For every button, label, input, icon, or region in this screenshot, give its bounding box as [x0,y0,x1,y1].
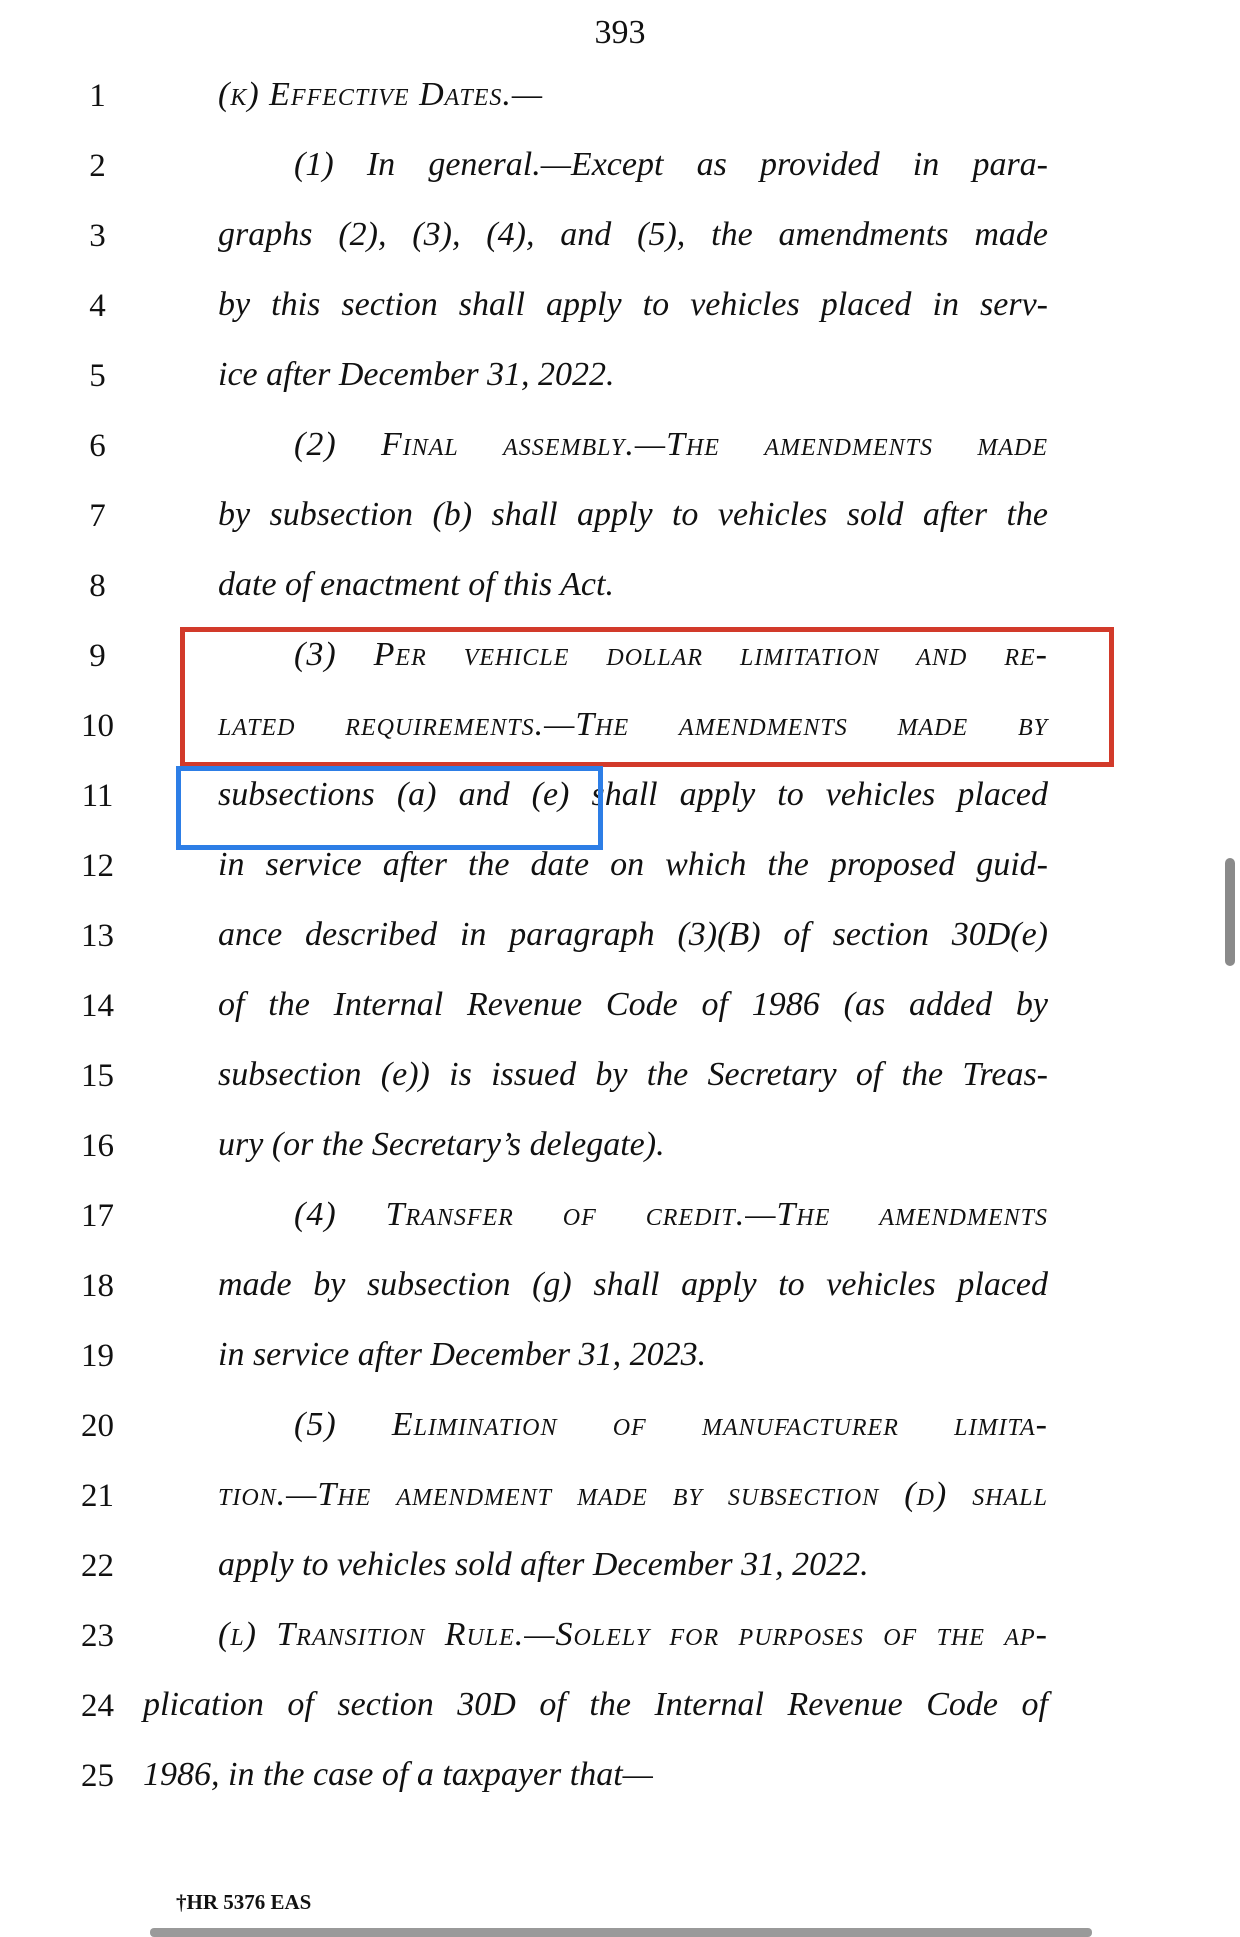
line-number: 13 [81,918,114,954]
line-number: 14 [81,988,114,1024]
line-text: in service after the date on which the proposed guid- [218,846,1048,883]
line-text: apply to vehicles sold after December 31, 2022. [218,1546,869,1583]
line-text: lated requirements.—The amendments made by [218,706,1048,743]
line-1 [0,70,1240,130]
line-number: 7 [89,498,106,534]
line-8 [0,560,1240,620]
line-24 [0,1680,1240,1740]
line-number: 1 [89,78,106,114]
line-25 [0,1750,1240,1810]
line-4 [0,280,1240,340]
line-13 [0,910,1240,970]
line-text: (l) Transition Rule.—Solely for purposes of the ap- [218,1616,1048,1653]
line-text: subsections (a) and (e) shall apply to vehicles placed [218,776,1048,813]
scrollbar-thumb[interactable] [1225,858,1235,966]
line-number: 20 [81,1408,114,1444]
line-number: 6 [89,428,106,464]
line-text: subsection (e)) is issued by the Secretary of the Treas- [218,1056,1048,1093]
line-text: (4) Transfer of credit.—The amendments [294,1196,1048,1233]
line-21 [0,1470,1240,1530]
line-number: 8 [89,568,106,604]
line-number: 25 [81,1758,114,1794]
line-text: (1) In general.—Except as provided in para- [294,146,1048,183]
line-number: 22 [81,1548,114,1584]
line-22 [0,1540,1240,1600]
line-20 [0,1400,1240,1460]
line-19 [0,1330,1240,1390]
line-number: 3 [89,218,106,254]
line-text: graphs (2), (3), (4), and (5), the amendments made [218,216,1048,253]
line-number: 18 [81,1268,114,1304]
line-15 [0,1050,1240,1110]
line-number: 9 [89,638,106,674]
line-text: (2) Final assembly.—The amendments made [294,426,1048,463]
line-text: ury (or the Secretary’s delegate). [218,1126,665,1163]
line-7 [0,490,1240,550]
line-text: (3) Per vehicle dollar limitation and re- [294,636,1048,673]
line-number: 5 [89,358,106,394]
line-number: 23 [81,1618,114,1654]
line-text: made by subsection (g) shall apply to vehicles placed [218,1266,1048,1303]
red-highlight-box [180,627,1114,767]
line-text: ice after December 31, 2022. [218,356,615,393]
line-text: by this section shall apply to vehicles placed in serv- [218,286,1048,323]
line-number: 15 [81,1058,114,1094]
line-number: 21 [81,1478,114,1514]
line-number: 24 [81,1688,114,1724]
line-number: 4 [89,288,106,324]
line-text: in service after December 31, 2023. [218,1336,707,1373]
line-6 [0,420,1240,480]
line-number: 17 [81,1198,114,1234]
line-5 [0,350,1240,410]
line-number: 10 [81,708,114,744]
line-14 [0,980,1240,1040]
document-footer: †HR 5376 EAS [176,1890,312,1914]
line-text: by subsection (b) shall apply to vehicles sold after the [218,496,1048,533]
line-text: ance described in paragraph (3)(B) of section 30D(e) [218,916,1048,953]
line-text: (k) Effective Dates.— [218,76,544,113]
line-text: (5) Elimination of manufacturer limita- [294,1406,1048,1443]
line-number: 12 [81,848,114,884]
line-number: 16 [81,1128,114,1164]
line-text: plication of section 30D of the Internal Revenue Code of [143,1686,1048,1723]
line-23 [0,1610,1240,1670]
line-3 [0,210,1240,270]
line-16 [0,1120,1240,1180]
line-number: 11 [81,778,114,814]
line-text: 1986, in the case of a taxpayer that— [143,1756,653,1793]
page-number: 393 [594,14,646,51]
line-17 [0,1190,1240,1250]
line-2 [0,140,1240,200]
line-number: 19 [81,1338,114,1374]
line-18 [0,1260,1240,1320]
line-text: of the Internal Revenue Code of 1986 (as added by [218,986,1048,1023]
line-number: 2 [89,148,106,184]
line-text: date of enactment of this Act. [218,566,614,603]
horizontal-scrollbar[interactable] [150,1928,1092,1937]
line-text: tion.—The amendment made by subsection (d) shall [218,1476,1048,1513]
blue-highlight-box [176,766,603,850]
